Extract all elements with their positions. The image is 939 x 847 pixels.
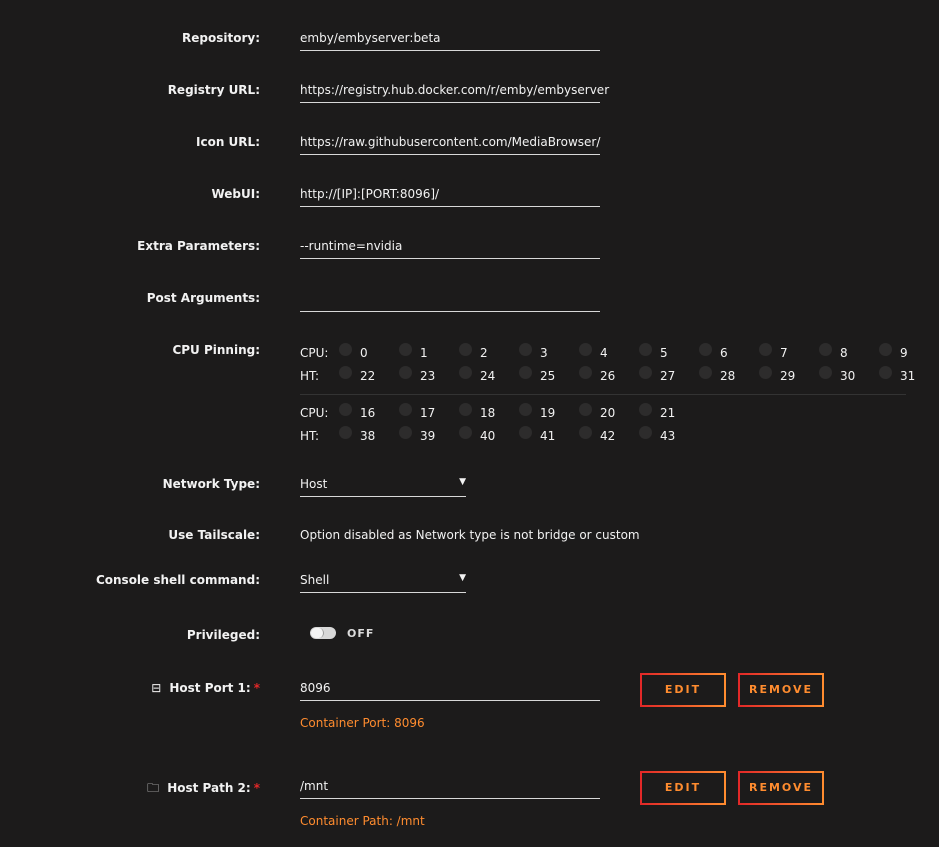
privileged-label: Privileged:	[186, 628, 260, 642]
pin-number: 24	[480, 369, 496, 383]
pin-checkbox[interactable]	[459, 426, 472, 439]
pin-checkbox[interactable]	[459, 403, 472, 416]
pin-checkbox[interactable]	[759, 343, 772, 356]
post-arguments-label: Post Arguments:	[146, 291, 260, 305]
pin-number: 7	[780, 346, 788, 360]
pin-checkbox[interactable]	[639, 403, 652, 416]
host-port-input[interactable]: 8096	[300, 681, 600, 701]
console-shell-value: Shell	[300, 573, 330, 587]
pin-number: 2	[480, 346, 488, 360]
pin-number: 0	[360, 346, 368, 360]
pin-checkbox[interactable]	[519, 426, 532, 439]
pin-checkbox[interactable]	[759, 366, 772, 379]
privileged-toggle[interactable]	[310, 627, 336, 639]
chevron-down-icon: ▼	[459, 477, 466, 487]
pin-number: 39	[420, 429, 436, 443]
cpu-row-label: CPU:	[300, 346, 329, 360]
pin-checkbox[interactable]	[339, 426, 352, 439]
post-arguments-input[interactable]	[300, 291, 600, 312]
console-shell-select[interactable]	[300, 573, 466, 593]
pin-checkbox[interactable]	[699, 343, 712, 356]
host-path-edit-button[interactable]: EDIT	[640, 771, 726, 805]
webui-input[interactable]: http://[IP]:[PORT:8096]/	[300, 187, 600, 207]
pin-checkbox[interactable]	[579, 366, 592, 379]
use-tailscale-label: Use Tailscale:	[168, 528, 260, 542]
pin-checkbox[interactable]	[699, 366, 712, 379]
folder-icon: 🗀	[147, 781, 160, 795]
container-port-note: Container Port: 8096	[300, 716, 425, 730]
pin-checkbox[interactable]	[879, 366, 892, 379]
pin-number: 5	[660, 346, 668, 360]
pin-number: 38	[360, 429, 376, 443]
pin-number: 31	[900, 369, 916, 383]
pin-number: 3	[540, 346, 548, 360]
tailscale-disabled-text: Option disabled as Network type is not bridge or custom	[300, 528, 640, 542]
pin-number: 40	[480, 429, 496, 443]
pin-checkbox[interactable]	[579, 403, 592, 416]
host-path-label: 🗀 Host Path 2: *	[147, 779, 260, 800]
pin-checkbox[interactable]	[339, 343, 352, 356]
pin-number: 43	[660, 429, 676, 443]
pin-number: 8	[840, 346, 848, 360]
cpu-row-label: CPU:	[300, 406, 329, 420]
pin-checkbox[interactable]	[339, 403, 352, 416]
pin-checkbox[interactable]	[519, 366, 532, 379]
chevron-down-icon: ▼	[459, 573, 466, 583]
pin-checkbox[interactable]	[819, 366, 832, 379]
pin-number: 21	[660, 406, 676, 420]
repository-label: Repository:	[182, 31, 260, 45]
host-path-input[interactable]: /mnt	[300, 779, 600, 799]
pin-checkbox[interactable]	[399, 343, 412, 356]
pin-number: 25	[540, 369, 556, 383]
pin-number: 41	[540, 429, 556, 443]
pin-number: 20	[600, 406, 616, 420]
pin-number: 30	[840, 369, 856, 383]
registry-url-label: Registry URL:	[167, 83, 260, 97]
icon-url-label: Icon URL:	[196, 135, 260, 149]
pin-checkbox[interactable]	[459, 366, 472, 379]
extra-parameters-input[interactable]: --runtime=nvidia	[300, 239, 600, 259]
pin-number: 9	[900, 346, 908, 360]
repository-input[interactable]: emby/embyserver:beta	[300, 31, 600, 51]
webui-label: WebUI:	[211, 187, 260, 201]
pin-number: 4	[600, 346, 608, 360]
network-type-value: Host	[300, 477, 328, 491]
pin-checkbox[interactable]	[339, 366, 352, 379]
pin-number: 18	[480, 406, 496, 420]
pin-checkbox[interactable]	[639, 343, 652, 356]
pin-checkbox[interactable]	[639, 426, 652, 439]
cpu-pinning-label: CPU Pinning:	[172, 343, 260, 357]
host-port-label: ⊟ Host Port 1: *	[151, 681, 260, 695]
host-port-edit-button[interactable]: EDIT	[640, 673, 726, 707]
registry-url-input[interactable]: https://registry.hub.docker.com/r/emby/embyserver	[300, 83, 600, 103]
pin-checkbox[interactable]	[579, 426, 592, 439]
container-path-note: Container Path: /mnt	[300, 814, 425, 828]
ht-row-label: HT:	[300, 369, 320, 383]
pin-checkbox[interactable]	[519, 403, 532, 416]
pin-number: 26	[600, 369, 616, 383]
pin-number: 22	[360, 369, 376, 383]
pin-number: 23	[420, 369, 436, 383]
pin-checkbox[interactable]	[399, 426, 412, 439]
pin-number: 17	[420, 406, 436, 420]
pin-number: 42	[600, 429, 616, 443]
console-shell-label: Console shell command:	[95, 573, 260, 587]
pin-checkbox[interactable]	[459, 343, 472, 356]
icon-url-input[interactable]: https://raw.githubusercontent.com/MediaBrowser/	[300, 135, 600, 155]
privileged-toggle-state: OFF	[347, 627, 375, 640]
pin-number: 27	[660, 369, 676, 383]
pin-number: 28	[720, 369, 736, 383]
pin-checkbox[interactable]	[399, 366, 412, 379]
network-type-select[interactable]	[300, 477, 466, 497]
pin-checkbox[interactable]	[579, 343, 592, 356]
cpu-divider	[300, 394, 906, 395]
extra-parameters-label: Extra Parameters:	[137, 239, 260, 253]
pin-checkbox[interactable]	[819, 343, 832, 356]
pin-number: 29	[780, 369, 796, 383]
ht-row-label: HT:	[300, 429, 320, 443]
pin-checkbox[interactable]	[519, 343, 532, 356]
pin-number: 16	[360, 406, 376, 420]
pin-checkbox[interactable]	[399, 403, 412, 416]
host-path-remove-button[interactable]: REMOVE	[738, 771, 824, 805]
host-port-remove-button[interactable]: REMOVE	[738, 673, 824, 707]
pin-checkbox[interactable]	[639, 366, 652, 379]
network-type-label: Network Type:	[162, 477, 260, 491]
pin-checkbox[interactable]	[879, 343, 892, 356]
pin-number: 1	[420, 346, 428, 360]
port-icon: ⊟	[151, 681, 162, 695]
pin-number: 6	[720, 346, 728, 360]
pin-number: 19	[540, 406, 556, 420]
